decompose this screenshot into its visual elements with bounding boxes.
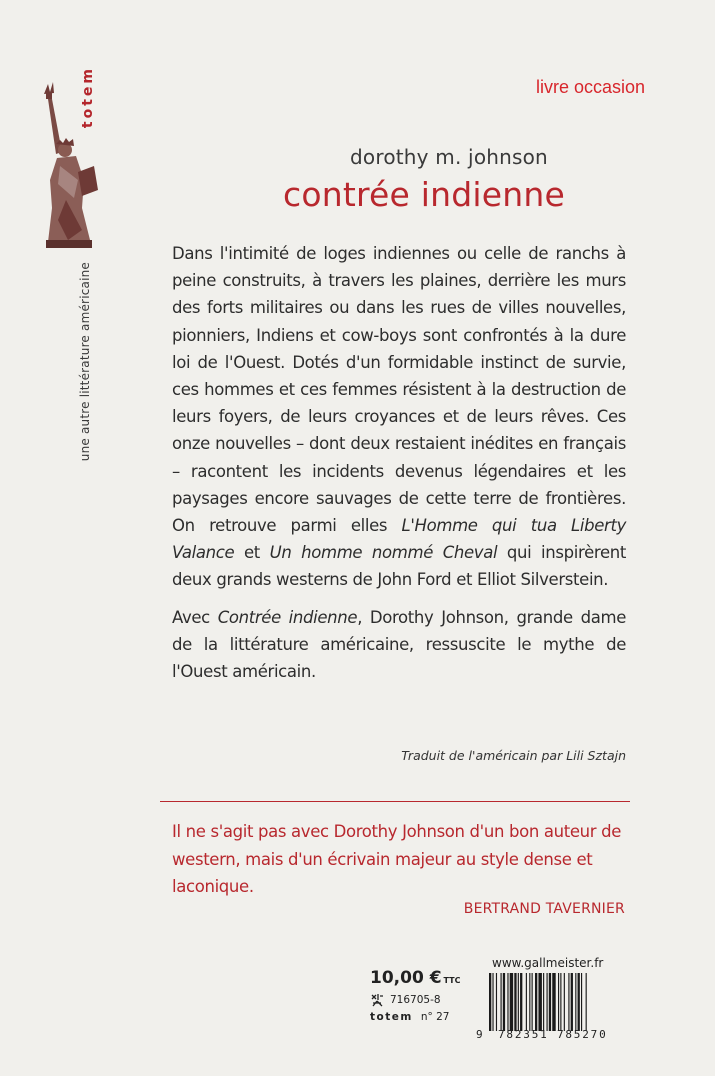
book-author: dorothy m. johnson [350, 145, 548, 169]
blurb-text: , Dorothy Johnson, grande dame de la littérature américaine, ressuscite le mythe de l'Ouest américain. [172, 607, 627, 682]
blurb-text: et [234, 543, 270, 563]
blurb-italic-title: L'Homme qui tua Liberty Valance [172, 516, 627, 563]
series-row [370, 1011, 490, 1023]
price-suffix: TTC [443, 976, 461, 985]
publisher-website: www.gallmeister.fr [492, 956, 604, 970]
price-block [370, 968, 490, 1023]
barcode [476, 973, 623, 1045]
series-logo-text: totem [80, 66, 96, 129]
barcode-lead-digit: 9 [476, 1028, 483, 1041]
book-blurb [172, 240, 626, 685]
isbn-row [370, 993, 490, 1007]
gallmeister-logo-icon [370, 993, 384, 1007]
series-name: totem [370, 1011, 413, 1023]
barcode-digits: 782351 785270 [498, 1028, 608, 1041]
used-book-stamp: livre occasion [536, 77, 646, 97]
blurb-text: Dans l'intimité de loges indiennes ou celle de ranchs à peine construits, à travers les plaines, derrière les murs des forts militaires ou dans les rues de villes nouvelles, pionniers, Indiens et cow-boys sont confrontés à la dure loi de l'Ouest. Dotés d'un formidable instinct de survie, ces hommes et ces femmes résistent à la destruction de leurs foyers, de leurs croyances et de leurs rêves. Ces onze nouvelles – dont deux restaient inédites en français – racontent les incidents devenus légendaires et les paysages encore sauvages de cette terre de frontières. On retrouve parmi elles [172, 244, 626, 536]
price [370, 968, 490, 988]
press-quote-text: Il ne s'agit pas avec Dorothy Johnson d'un bon auteur de western, mais d'un écrivain majeur au style dense et laconique. [172, 822, 621, 896]
series-number: n° 27 [420, 1011, 450, 1023]
blurb-italic-title: Un homme nommé Cheval [269, 543, 498, 563]
blurb-italic-title: Contrée indienne [217, 607, 358, 627]
press-quote [172, 818, 632, 901]
blurb-paragraph-1 [172, 240, 626, 594]
book-title: contrée indienne [283, 175, 565, 214]
blurb-text: Avec [172, 607, 218, 627]
blurb-paragraph-2 [172, 604, 626, 686]
section-divider [160, 801, 630, 802]
statue-of-liberty-icon [38, 80, 104, 250]
blurb-text: qui inspirèrent deux grands westerns de John Ford et Elliot Silverstein. [172, 543, 626, 590]
press-quote-author: BERTRAND TAVERNIER [463, 901, 625, 917]
series-tagline: une autre littérature américaine [78, 262, 92, 462]
price-value: 10,00 € [370, 968, 442, 988]
isbn-short: 716705-8 [390, 994, 441, 1006]
translator-credit: Traduit de l'américain par Lili Sztajn [401, 748, 626, 763]
barcode-icon [488, 973, 623, 1031]
